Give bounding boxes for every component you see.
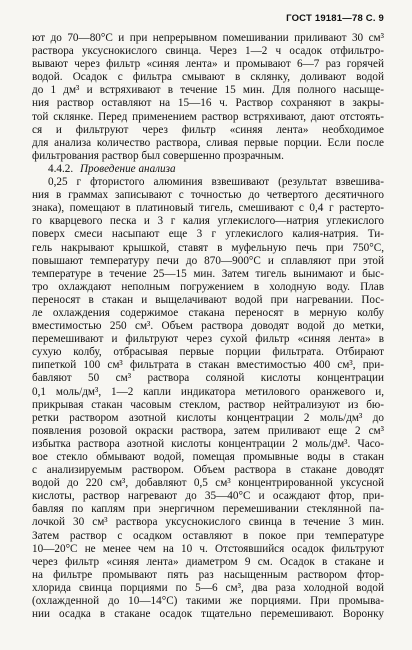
section-number: 4.4.2. <box>48 162 74 175</box>
text-line: ют до 70—80°С и при непрерывном помешивании приливают 30 см³ <box>32 32 384 44</box>
section-title: Проведение анализа <box>79 162 176 175</box>
text-line: гель накрывают крышкой, ставят в муфельную печь при 750°С, <box>32 241 384 254</box>
text-line: лочкой 30 см³ раствора уксуснокислого свинца в течение 3 мин. <box>32 516 384 529</box>
text-line: тро охлаждают неполным погружением в холодную воду. Плав <box>32 280 384 293</box>
running-head: ГОСТ 19181—78 С. 9 <box>286 13 384 24</box>
text-line: бавляют 50 см³ раствора соляной кислоты концентрации <box>32 372 384 385</box>
text-line: бавляя по каплям при энергичном перемешивании стеклянной па- <box>32 503 384 516</box>
text-line: кислоты, раствор нагревают до 35—40°С и осаждают фтор, при- <box>32 490 384 503</box>
text-line: вое стекло обмывают водой, помещая промывные воды в стакан <box>32 451 384 463</box>
text-line: через фильтр «синяя лента» диаметром 9 см. Осадок в стакане и <box>32 555 384 568</box>
text-line: прикрывая стакан часовым стеклом, раствор нейтрализуют из бю- <box>32 398 384 411</box>
text-line: переносят в стакан и выщелачивают водой при нагревании. Пос- <box>32 293 384 306</box>
paragraph-continuation <box>32 32 384 163</box>
text-line: с анализируемым раствором. Объем раствора в стакане доводят <box>32 464 384 477</box>
text-line: перемешивают и фильтруют через сухой фильтр «синяя лента» в <box>32 333 384 346</box>
text-line: повышают температуру печи до 870—900°С и сплавляют при этой <box>32 254 384 267</box>
text-line: 0,25 г фтористого алюминия взвешивают (результат взвешива- <box>48 176 384 189</box>
text-line: (охлажденной до 10—14°С) такими же порциями. При промыва- <box>32 595 384 608</box>
text-line: знака), помещают в платиновый тигель, смешивают с 0,4 г растерто- <box>32 202 384 215</box>
text-line: ле охлаждения содержимое стакана переносят в мерную колбу <box>32 306 384 319</box>
text-line: поверх смеси насыпают еще 3 г углекислого калия-натрия. Ти- <box>32 228 384 241</box>
text-line: вместимостью 250 см³. Объем раствора доводят водой до метки, <box>32 320 384 333</box>
text-line: 10—20°С не менее чем на 10 ч. Отстоявшийся осадок фильтруют <box>32 542 384 555</box>
text-line: ния раствор оставляют на 15—16 ч. Раствор сохраняют в закры- <box>32 97 384 110</box>
section-heading <box>32 163 384 176</box>
text-line: для анализа количество раствора, сливая первые порции. Если после <box>32 136 384 149</box>
text-line: появления розовой окраски раствора, затем приливают еще 2 см³ <box>32 424 384 437</box>
text-line: раствора уксуснокислого свинца. Через 1—2 ч осадок отфильтро- <box>32 45 384 58</box>
text-line: водой. Осадок с фильтра смывают в склянку, доливают водой <box>32 71 384 84</box>
text-line: ретки раствором азотной кислоты концентрации 2 моль/дм³ до <box>32 411 384 424</box>
text-line: избытка раствора азотной кислоты концентрации 2 моль/дм³. Часо- <box>32 437 384 450</box>
text-line: сухую колбу, отбрасывая первые порции фильтрата. Отбирают <box>32 346 384 359</box>
text-line: ния в граммах записывают с точностью до четвертого десятичного <box>32 189 384 202</box>
text-line: водой до 220 см³, добавляют 0,5 см³ концентрированной уксусной <box>32 477 384 490</box>
text-line: той склянке. Перед применением раствор встряхивают, дают отстоять- <box>32 110 384 123</box>
text-line: хлорида свинца порциями по 5—6 см³, два раза холодной водой <box>32 581 384 594</box>
paragraph-procedure <box>32 176 384 621</box>
text-line: 0,1 моль/дм³, 1—2 капли индикатора метилового оранжевого и, <box>32 385 384 398</box>
text-line: ся и фильтруют через фильтр «синяя лента» необходимое <box>32 123 384 136</box>
text-line: на фильтре промывают пять раз насыщенным раствором фтор- <box>32 568 384 581</box>
text-line: вывают через фильтр «синяя лента» и промывают 6—7 раз горячей <box>32 58 384 71</box>
document-body <box>32 32 384 621</box>
text-line: пипеткой 100 см³ фильтрата в стакан вместимостью 400 см³, при- <box>32 359 384 372</box>
text-line: температуре в течение 25—15 мин. Затем тигель вынимают и быс- <box>32 267 384 280</box>
text-line: нии осадка в стакане осадок тщательно перемешивают. Воронку <box>32 608 384 621</box>
text-line: фильтрования раствор был совершенно прозрачным. <box>32 149 284 162</box>
text-line: го кварцевого песка и 3 г калия углекислого—натрия углекислого <box>32 215 384 228</box>
text-line: до 1 дм³ и встряхивают в течение 15 мин. Для полного насыще- <box>32 84 384 97</box>
text-line: Затем раствор с осадком оставляют в покое при температуре <box>32 529 384 542</box>
